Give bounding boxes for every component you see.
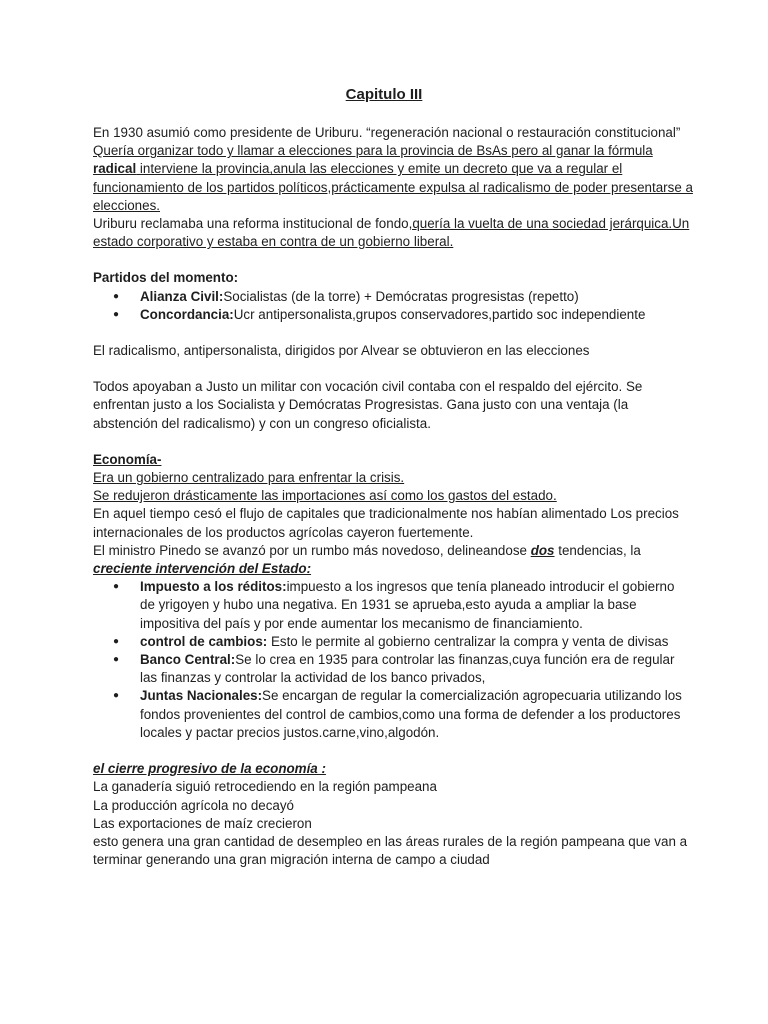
cierre-final-paragraph: esto genera una gran cantidad de desempleo en las áreas rurales de la región pampeana que van a terminar generando una gran migración interna de campo a ciudad xyxy=(93,833,688,868)
radicalismo-paragraph: El radicalismo, antipersonalista, dirigidos por Alvear se obtuvieron en las elecciones xyxy=(93,343,590,359)
cierre-line: La ganadería siguió retrocediendo en la región pampeana xyxy=(93,779,437,795)
cierre-line: Las exportaciones de maíz crecieron xyxy=(93,815,312,831)
list-item: ● Concordancia:Ucr antipersonalista,grupos conservadores,partido soc independiente xyxy=(93,306,693,324)
capitales-paragraph: En aquel tiempo cesó el flujo de capitales que tradicionalmente nos habían alimentado Los precios internacionales de los productos agrícolas cayeron fuertemente. xyxy=(93,506,679,540)
spacer xyxy=(93,433,693,451)
economia-line: Era un gobierno centralizado para enfrentar la crisis. xyxy=(93,470,405,486)
cierre-line: La producción agrícola no decayó xyxy=(93,797,294,813)
list-item: ● Impuesto a los réditos:impuesto a los ingresos que tenía planeado introducir el gobierno de yrigoyen y hubo una negativa. En 1931 se aprueba,esto ayuda a ampliar la base impositiva del país y por ende aumentar los mecanismo de financiamiento. xyxy=(93,578,693,633)
dos-keyword: dos xyxy=(530,542,555,558)
uriburu-reform-paragraph: Uriburu reclamaba una reforma institucional de fondo,quería la vuelta de una sociedad jerárquica.Un estado corporativo y estaba en contra de un gobierno liberal. xyxy=(93,216,690,250)
list-item: ● Alianza Civil:Socialistas (de la torre) + Demócratas progresistas (repetto) xyxy=(93,288,693,306)
spacer xyxy=(93,360,693,378)
list-item: ● Juntas Nacionales:Se encargan de regular la comercialización agropecuaria utilizando los fondos provenientes del control de cambios,como una forma de defender a los productores locales y pactar precios justos.carne,vino,algodón. xyxy=(93,687,693,742)
list-item: ● Banco Central:Se lo crea en 1935 para controlar las finanzas,cuya función era de regular las finanzas y controlar la actividad de los banco privados, xyxy=(93,651,693,687)
list-item: ● control de cambios: Esto le permite al gobierno centralizar la compra y venta de divisas xyxy=(93,633,693,651)
economia-line: Se redujeron drásticamente las importaciones así como los gastos del estado. xyxy=(93,488,557,504)
pinedo-paragraph: El ministro Pinedo se avanzó por un rumbo más novedoso, delineandose dos tendencias, la creciente intervención del Estado: xyxy=(93,542,641,577)
spacer xyxy=(93,251,693,269)
partidos-list xyxy=(93,288,693,324)
uriburu-plan-paragraph: Quería organizar todo y llamar a elecciones para la provincia de BsAs pero al ganar la fórmula radical interviene la provincia,anula las elecciones y emite un decreto que va a regular el funcionamiento de los partidos políticos,prácticamente expulsa al radicalismo de poder presentarse a elecciones. xyxy=(93,143,693,213)
spacer xyxy=(93,742,693,760)
intervencion-heading: creciente intervención del Estado: xyxy=(93,561,312,577)
cierre-heading: el cierre progresivo de la economía : xyxy=(93,761,326,777)
radical-keyword: radical xyxy=(93,161,137,177)
chapter-title: Capitulo III xyxy=(345,86,423,103)
economia-heading: Economía- xyxy=(93,451,162,467)
intro-paragraph: En 1930 asumió como presidente de Uriburu. “regeneración nacional o restauración constitucional” xyxy=(93,125,681,140)
justo-paragraph: Todos apoyaban a Justo un militar con vocación civil contaba con el respaldo del ejército. Se enfrentan justo a los Socialista y Demócratas Progresistas. Gana justo con una ventaja (la abstención del radicalismo) y con un congreso oficialista. xyxy=(93,379,643,431)
spacer xyxy=(93,324,693,342)
intervencion-list xyxy=(93,578,693,742)
partidos-heading: Partidos del momento: xyxy=(93,270,239,286)
document-body xyxy=(93,124,693,869)
